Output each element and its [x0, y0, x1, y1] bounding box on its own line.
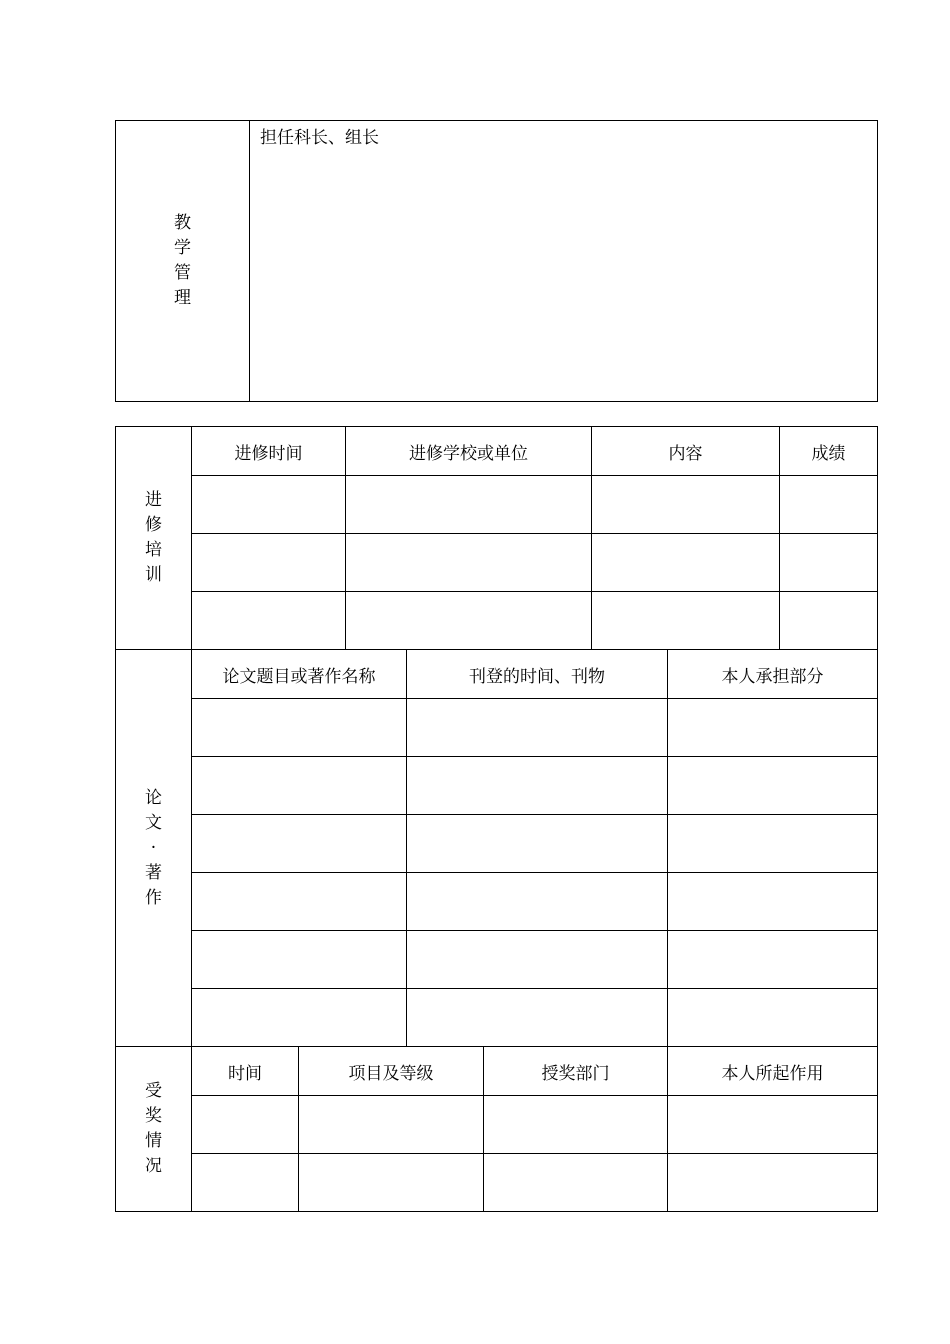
label-char: 培 — [145, 540, 162, 560]
teaching-management-table — [115, 120, 878, 402]
label-char: 著 — [145, 862, 162, 883]
records-table — [115, 426, 878, 1212]
training-row — [116, 534, 878, 592]
label-char: 教 — [174, 213, 191, 233]
label-char: · — [150, 837, 157, 858]
awards-cell[interactable] — [192, 1096, 299, 1154]
training-row — [116, 592, 878, 650]
papers-cell[interactable] — [407, 699, 668, 757]
papers-row — [116, 989, 878, 1047]
training-header-row — [116, 427, 878, 476]
awards-cell[interactable] — [484, 1096, 668, 1154]
papers-cell[interactable] — [407, 931, 668, 989]
papers-cell[interactable] — [668, 815, 878, 873]
papers-row — [116, 873, 878, 931]
awards-cell[interactable] — [299, 1096, 484, 1154]
training-header-time: 进修时间 — [192, 427, 346, 476]
training-cell[interactable] — [592, 534, 780, 592]
awards-cell[interactable] — [668, 1096, 878, 1154]
training-cell[interactable] — [780, 534, 878, 592]
label-char: 作 — [145, 887, 162, 908]
awards-header-row — [116, 1047, 878, 1096]
teaching-management-label — [116, 121, 250, 402]
label-char: 理 — [174, 288, 191, 308]
training-label — [116, 427, 192, 650]
training-cell[interactable] — [592, 476, 780, 534]
training-header-content: 内容 — [592, 427, 780, 476]
awards-header-role: 本人所起作用 — [668, 1047, 878, 1096]
training-header-score: 成绩 — [780, 427, 878, 476]
awards-label-text — [116, 1079, 191, 1179]
papers-row — [116, 931, 878, 989]
training-cell[interactable] — [192, 534, 346, 592]
training-cell[interactable] — [780, 476, 878, 534]
training-cell[interactable] — [192, 476, 346, 534]
papers-cell[interactable] — [407, 873, 668, 931]
papers-cell[interactable] — [668, 757, 878, 815]
label-char: 况 — [145, 1156, 162, 1176]
papers-cell[interactable] — [668, 873, 878, 931]
awards-cell[interactable] — [484, 1154, 668, 1212]
training-cell[interactable] — [346, 592, 592, 650]
teaching-management-label-text — [116, 211, 249, 311]
papers-label-text — [116, 786, 191, 911]
papers-row — [116, 757, 878, 815]
papers-cell[interactable] — [192, 989, 407, 1047]
papers-label — [116, 650, 192, 1047]
training-label-text — [116, 488, 191, 588]
papers-cell[interactable] — [668, 699, 878, 757]
papers-cell[interactable] — [192, 931, 407, 989]
awards-header-item: 项目及等级 — [299, 1047, 484, 1096]
label-char: 管 — [174, 263, 191, 283]
papers-header-contribution: 本人承担部分 — [668, 650, 878, 699]
papers-header-title: 论文题目或著作名称 — [192, 650, 407, 699]
papers-cell[interactable] — [407, 989, 668, 1047]
training-cell[interactable] — [592, 592, 780, 650]
papers-cell[interactable] — [192, 699, 407, 757]
label-char: 情 — [145, 1131, 162, 1151]
label-char: 训 — [145, 565, 162, 585]
label-char: 受 — [145, 1081, 162, 1101]
papers-cell[interactable] — [192, 815, 407, 873]
awards-row — [116, 1096, 878, 1154]
papers-row — [116, 699, 878, 757]
papers-row — [116, 815, 878, 873]
papers-cell[interactable] — [407, 757, 668, 815]
awards-label — [116, 1047, 192, 1212]
training-cell[interactable] — [192, 592, 346, 650]
awards-header-department: 授奖部门 — [484, 1047, 668, 1096]
awards-header-time: 时间 — [192, 1047, 299, 1096]
label-char: 文 — [145, 812, 162, 833]
training-header-school: 进修学校或单位 — [346, 427, 592, 476]
papers-cell[interactable] — [192, 757, 407, 815]
label-char: 论 — [145, 787, 162, 808]
awards-row — [116, 1154, 878, 1212]
training-row — [116, 476, 878, 534]
awards-cell[interactable] — [299, 1154, 484, 1212]
teaching-management-content[interactable]: 担任科长、组长 — [250, 121, 878, 402]
awards-cell[interactable] — [668, 1154, 878, 1212]
label-char: 进 — [145, 490, 162, 510]
papers-header-publication: 刊登的时间、刊物 — [407, 650, 668, 699]
training-cell[interactable] — [346, 476, 592, 534]
label-char: 修 — [145, 515, 162, 535]
papers-cell[interactable] — [668, 931, 878, 989]
papers-cell[interactable] — [192, 873, 407, 931]
papers-header-row — [116, 650, 878, 699]
papers-cell[interactable] — [407, 815, 668, 873]
papers-cell[interactable] — [668, 989, 878, 1047]
label-char: 奖 — [145, 1106, 162, 1126]
training-cell[interactable] — [346, 534, 592, 592]
awards-cell[interactable] — [192, 1154, 299, 1212]
label-char: 学 — [174, 238, 191, 258]
training-cell[interactable] — [780, 592, 878, 650]
